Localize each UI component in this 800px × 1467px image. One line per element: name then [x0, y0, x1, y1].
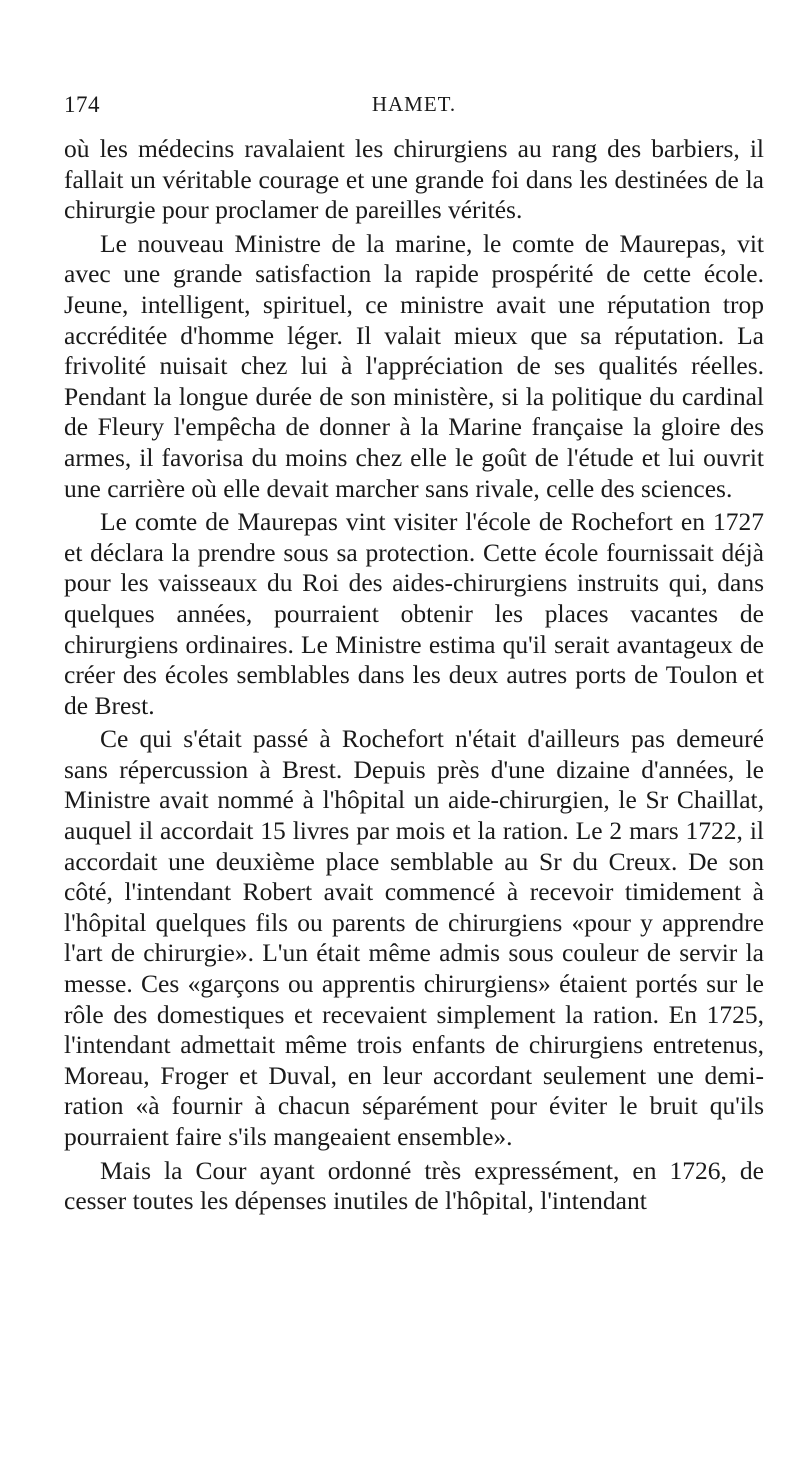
page-header — [64, 92, 764, 122]
paragraph-maurepas: Le nouveau Ministre de la marine, le comte de Maurepas, vit avec une grande satisfaction la rapide prospérité de cette école. Jeune, intelligent, spirituel, ce ministre avait une réputation trop accréditée d'homme léger. Il valait mieux que sa réputation. La frivolité nuisait chez lui à l'appréciation de ses qualités réelles. Pendant la longue durée de son ministère, si la politique du cardinal de Fleury l'empêcha de donner à la Marine française la gloire des armes, il favorisa du moins chez elle le goût de l'étude et lui ouvrit une carrière où elle devait marcher sans rivale, celle des sciences. — [64, 228, 764, 503]
body-text — [64, 134, 764, 1217]
paragraph-continuation: où les médecins ravalaient les chirurgiens au rang des barbiers, il fallait un véritable courage et une grande foi dans les destinées de la chirurgie pour proclamer de pareilles vérités. — [64, 134, 764, 225]
running-head: HAMET. — [371, 92, 457, 116]
paragraph-court-order: Mais la Cour ayant ordonné très expressément, en 1726, de cesser toutes les dépenses inutiles de l'hôpital, l'intendant — [64, 1155, 764, 1216]
page-number: 174 — [64, 92, 100, 117]
paragraph-brest: Ce qui s'était passé à Rochefort n'était d'ailleurs pas demeuré sans répercussion à Brest. Depuis près d'une dizaine d'années, le Ministre avait nommé à l'hôpital un aide-chirurgien, le Sr Chaillat, auquel il accordait 15 livres par mois et la ration. Le 2 mars 1722, il accordait une deuxième place semblable au Sr du Creux. De son côté, l'intendant Robert avait commencé à recevoir timidement à l'hôpital quelques fils ou parents de chirurgiens «pour y apprendre l'art de chirurgie». L'un était même admis sous couleur de servir la messe. Ces «garçons ou apprentis chirurgiens» étaient portés sur le rôle des domestiques et recevaient simplement la ration. En 1725, l'intendant admettait même trois enfants de chirurgiens entretenus, Moreau, Froger et Duval, en leur accordant seulement une demi-ration «à fournir à chacun séparément pour éviter le bruit qu'ils pourraient faire s'ils mangeaient ensemble». — [64, 724, 764, 1151]
paragraph-rochefort-visit: Le comte de Maurepas vint visiter l'école de Rochefort en 1727 et déclara la prendre sous sa protection. Cette école fournissait déjà pour les vaisseaux du Roi des aides-chirurgiens instruits qui, dans quelques années, pourraient obtenir les places vacantes de chirurgiens ordinaires. Le Ministre estima qu'il serait avantageux de créer des écoles semblables dans les deux autres ports de Toulon et de Brest. — [64, 507, 764, 720]
